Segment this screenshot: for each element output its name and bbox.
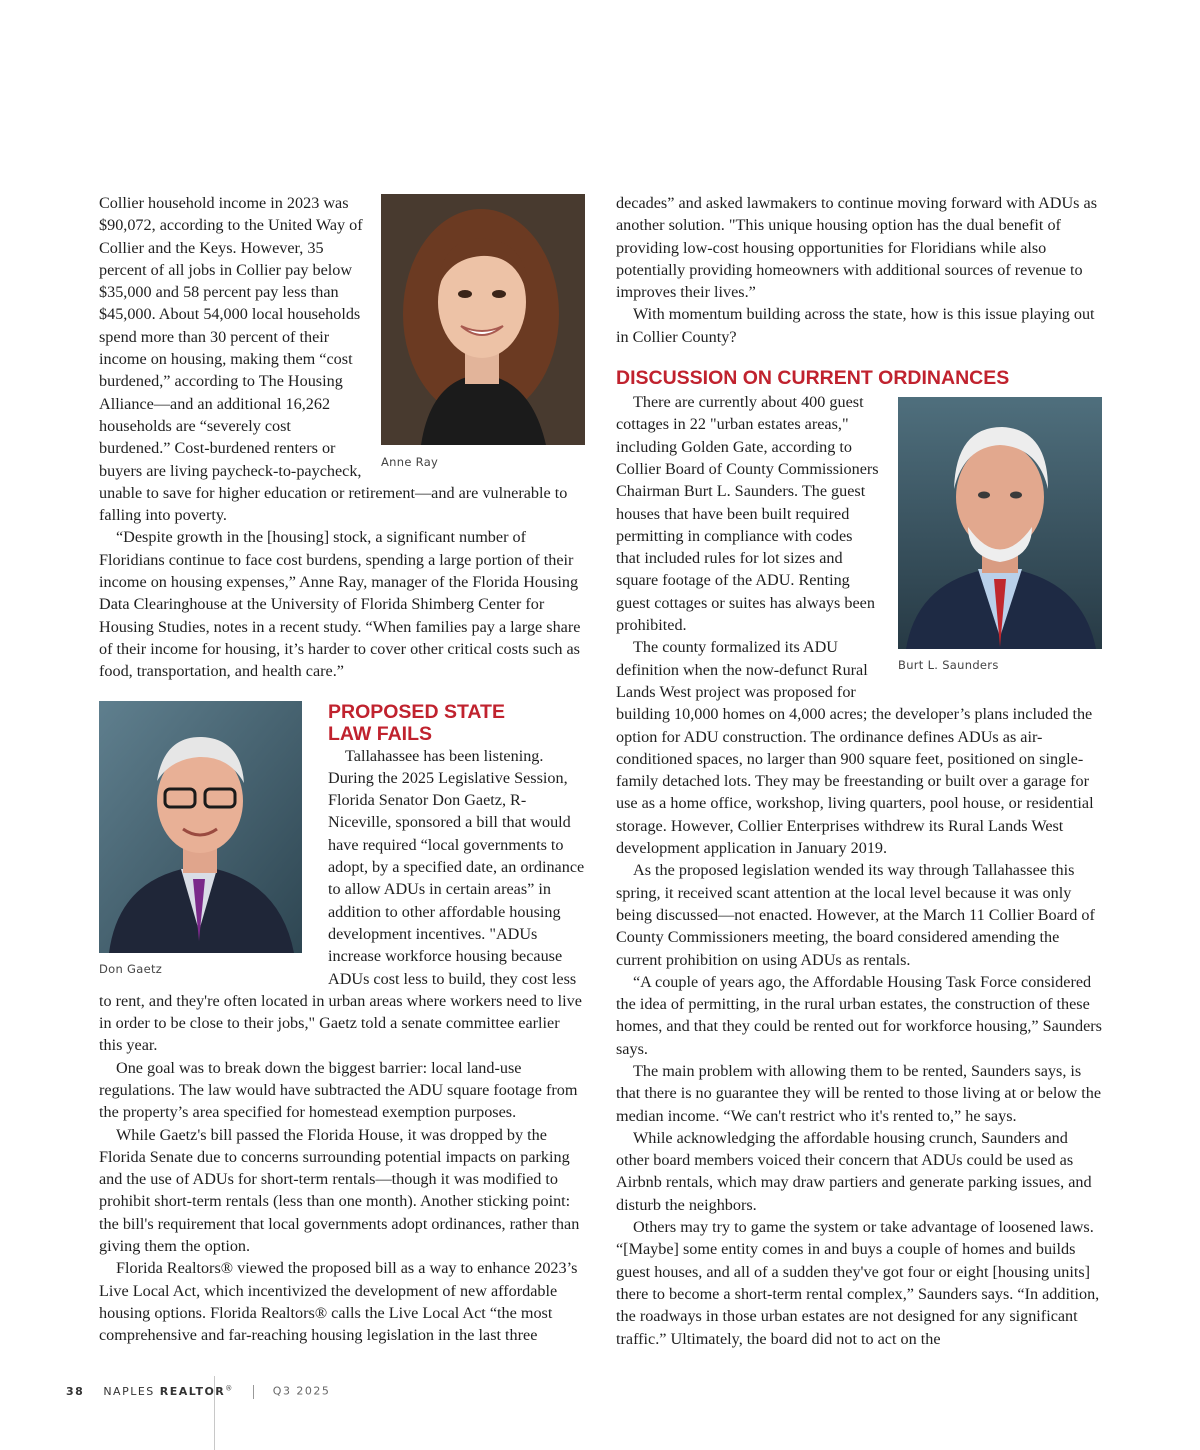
paragraph: Florida Realtors® viewed the proposed bill as a way to enhance 2023’s Live Local Act, which incentivized the development of new affordable housing options. Florida Realtors® calls the Live Local Act “the most comprehensive and far-reaching housing legislation in the last three xyxy=(99,1259,578,1345)
footer-separator xyxy=(253,1385,254,1399)
paragraph: The main problem with allowing them to be rented, Saunders says, is that there is no guarantee they will be rented to those living at or below the median income. “We can't restrict who it's rented to,” he says. xyxy=(616,1061,1102,1125)
anne-ray-photo xyxy=(381,194,585,445)
registered-mark: ® xyxy=(225,1384,234,1392)
right-column xyxy=(616,192,1102,1350)
paragraph: As the proposed legislation wended its way through Tallahassee this spring, it received scant attention at the local level because it was only being discussed—not enacted. However, at the March 11 Collier Board of County Commissioners meeting, the board considered amending the current prohibition on using ADUs as rentals. xyxy=(616,861,1095,969)
paragraph: There are currently about 400 guest cottages in 22 "urban estates areas," including Golden Gate, according to Collier Board of County Commissioners Chairman Burt L. Saunders. The guest houses that have been built required permitting in compliance with codes that included rules for lot sizes and square footage of the ADU. Renting guest cottages or suites has always been prohibited. xyxy=(616,393,879,635)
publication-name xyxy=(103,1385,238,1398)
paragraph: While Gaetz's bill passed the Florida House, it was dropped by the Florida Senate due to concerns surrounding potential impacts on parking and the use of ADUs for short-term rentals—though it was modified to prohibit short-term rentals (less than one month). Another sticking point: the bill's requirement that local governments adopt ordinances, rather than giving them the option. xyxy=(99,1125,580,1256)
paragraph: The county formalized its ADU definition when the now-defunct Rural Lands West project was proposed for building 10,000 homes on 4,000 acres; the developer’s plans included the option for ADU construction. The ordinance defines ADUs as air-conditioned spaces, no larger than 900 square feet, positioned on single-family detached lots. They may be freestanding or built over a garage for use as a home office, workshop, living quarters, pool house, or residential storage. However, Collier Enterprises withdrew its Rural Lands West development application in January 2019. xyxy=(616,638,1094,858)
paragraph: “Despite growth in the [housing] stock, a significant number of Floridians continue to face cost burdens, spending a large portion of their income on housing expenses,” Anne Ray, manager of the Florida Housing Data Clearinghouse at the University of Florida Shimberg Center for Housing Studies, notes in a recent study. “When families pay a large share of their income for housing, it’s harder to cover other critical costs such as food, transportation, and health care.” xyxy=(99,528,581,681)
publication-prefix: NAPLES xyxy=(103,1384,155,1398)
anne-ray-portrait-icon xyxy=(381,194,585,445)
burt-saunders-figure xyxy=(888,391,1102,681)
page-number: 38 xyxy=(66,1384,85,1398)
section-heading-discussion: DISCUSSION ON CURRENT ORDINANCES xyxy=(616,367,1010,390)
issue-label: Q3 2025 xyxy=(272,1384,331,1398)
anne-ray-figure xyxy=(375,192,585,474)
left-column xyxy=(99,192,585,1347)
paragraph: Tallahassee has been listening. During the 2025 Legislative Session, Florida Senator Don Gaetz, R-Niceville, sponsored a bill that would have required “local governments to adopt, by a specified date, an ordinance to allow ADUs in certain areas” in addition to other affordable housing development incentives. "ADUs increase workforce housing because ADUs cost less to build, they cost less to rent, and they're often located in urban areas where workers need to live in order to be close to their jobs," Gaetz told a senate committee earlier this year. xyxy=(99,746,585,1055)
burt-saunders-portrait-icon xyxy=(898,397,1102,649)
paragraph: With momentum building across the state, how is this issue playing out in Collier County? xyxy=(616,305,1095,346)
paragraph: decades” and asked lawmakers to continue moving forward with ADUs as another solution. "This unique housing option has the dual benefit of providing low-cost housing opportunities for Floridians while also potentially providing homeowners with additional sources of revenue to improves their lives.” xyxy=(616,194,1097,302)
paragraph: “A couple of years ago, the Affordable Housing Task Force considered the idea of permitting, in the rural urban estates, the construction of these homes, and that they could be rented out for workforce housing,” Saunders says. xyxy=(616,972,1102,1058)
heading-line: LAW FAILS xyxy=(328,722,432,745)
don-gaetz-photo xyxy=(99,701,302,953)
publication-title: REALTOR xyxy=(159,1384,226,1398)
paragraph: One goal was to break down the biggest barrier: local land-use regulations. The law would have subtracted the ADU square footage from the property’s area specified for homestead exemption purposes. xyxy=(99,1058,578,1122)
paragraph: While acknowledging the affordable housing crunch, Saunders and other board members voiced their concern that ADUs could be used as Airbnb rentals, which may draw partiers and generate parking issues, and disturb the neighbors. xyxy=(616,1128,1092,1214)
heading-line: PROPOSED STATE xyxy=(328,700,505,723)
don-gaetz-caption: Don Gaetz xyxy=(99,961,163,976)
don-gaetz-portrait-icon xyxy=(99,701,302,953)
burt-saunders-caption: Burt L. Saunders xyxy=(898,658,999,673)
anne-ray-caption: Anne Ray xyxy=(381,455,439,469)
don-gaetz-figure xyxy=(99,701,328,985)
paragraph: Collier household income in 2023 was $90,072, according to the United Way of Collier and the Keys. However, 35 percent of all jobs in Collier pay below $35,000 and 58 percent pay less than $45,000. About 54,000 local households spend more than 30 percent of their income on housing, making them “cost burdened,” according to The Housing Alliance—and an additional 16,262 households are “severely cost burdened.” Cost-burdened renters or buyers are living paycheck-to-paycheck, unable to save for higher education or retirement—and are vulnerable to falling into poverty. xyxy=(99,194,568,525)
burt-saunders-photo xyxy=(898,397,1102,649)
paragraph: Others may try to game the system or take advantage of loosened laws. “[Maybe] some entity comes in and buys a couple of homes and builds guest houses, and all of a sudden they've got four or eight [housing units] there to become a short-term rental complex,” Saunders says. “In addition, the roadways in those urban estates are not designed for any significant traffic.” Ultimately, the board did not to act on the xyxy=(616,1218,1100,1348)
page-footer xyxy=(66,1384,330,1399)
